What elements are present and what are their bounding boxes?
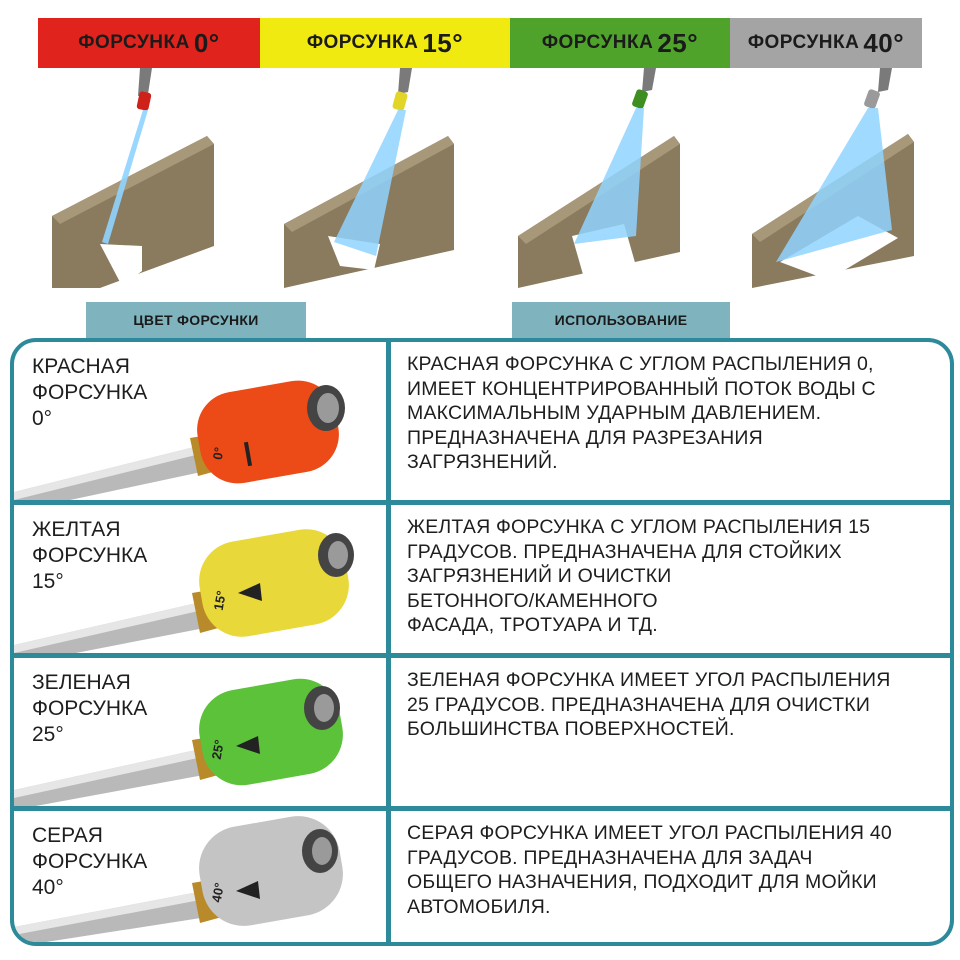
nozzle-table (10, 338, 954, 946)
nozzle-tip-label: 40° (208, 881, 227, 904)
banner-label: ФОРСУНКА (541, 32, 654, 53)
nozzle-tip-label: 0° (209, 446, 227, 461)
description-line: ПРЕДНАЗНАЧЕНА ДЛЯ РАЗРЕЗАНИЯ (407, 426, 763, 449)
banner-yellow (260, 18, 510, 68)
nozzle-name-line: СЕРАЯ (32, 824, 103, 847)
banner-angle: 40° (863, 27, 905, 58)
description-line: СЕРАЯ ФОРСУНКА ИМЕЕТ УГОЛ РАСПЫЛЕНИЯ 40 (407, 822, 892, 844)
nozzle-name (32, 354, 147, 432)
nozzle-name-line: 25° (32, 723, 64, 746)
banner-angle: 0° (193, 27, 220, 58)
banner-angle: 15° (422, 27, 464, 58)
description-line: ЖЕЛТАЯ ФОРСУНКА С УГЛОМ РАСПЫЛЕНИЯ 15 (407, 516, 871, 538)
nozzle-color-cell (14, 505, 386, 653)
banner-green (510, 18, 730, 68)
description-line: БЕТОННОГО/КАМЕННОГО (407, 589, 658, 612)
spray-illustration-0 (42, 66, 242, 288)
banner-label: ФОРСУНКА (78, 32, 190, 53)
nozzle-color-cell (14, 811, 386, 942)
description-line: ГРАДУСОВ. ПРЕДНАЗНАЧЕНА ДЛЯ ЗАДАЧ (407, 846, 813, 869)
nozzle-name-line: ФОРСУНКА (32, 697, 148, 720)
description-line: 25 ГРАДУСОВ. ПРЕДНАЗНАЧЕНА ДЛЯ ОЧИСТКИ (407, 693, 871, 716)
description-line: ГРАДУСОВ. ПРЕДНАЗНАЧЕНА ДЛЯ СТОЙКИХ (407, 540, 842, 563)
description-line: ОБЩЕГО НАЗНАЧЕНИЯ, ПОДХОДИТ ДЛЯ МОЙКИ (407, 871, 877, 893)
table-row (14, 342, 950, 500)
description-line: АВТОМОБИЛЯ. (407, 895, 551, 918)
banner-angle: 25° (657, 27, 699, 58)
nozzle-color-cell (14, 342, 386, 500)
nozzle-color-cell (14, 658, 386, 806)
description-line: ИМЕЕТ КОНЦЕНТРИРОВАННЫЙ ПОТОК ВОДЫ С (407, 377, 876, 400)
description-line: ФАСАДА, ТРОТУАРА И ТД. (407, 614, 658, 636)
nozzle-tip-label: 15° (210, 589, 229, 612)
spray-illustration-25 (514, 66, 714, 288)
nozzle-name-line: ЗЕЛЕНАЯ (32, 671, 131, 694)
table-row (14, 811, 950, 942)
description-line: ЗАГРЯЗНЕНИЙ И ОЧИСТКИ (407, 565, 672, 587)
nozzle-usage-cell (391, 658, 950, 806)
usage-description (407, 352, 930, 475)
banner-red (38, 18, 260, 68)
description-line: МАКСИМАЛЬНЫМ УДАРНЫМ ДАВЛЕНИЕМ. (407, 402, 822, 424)
usage-description (407, 821, 930, 919)
usage-description (407, 668, 930, 742)
color-column-header: ЦВЕТ ФОРСУНКИ (86, 302, 306, 338)
nozzle-name-line: ФОРСУНКА (32, 544, 148, 567)
banner-gray (730, 18, 922, 68)
description-line: БОЛЬШИНСТВА ПОВЕРХНОСТЕЙ. (407, 718, 735, 740)
nozzle-usage-cell (391, 811, 950, 942)
description-line: ЗЕЛЕНАЯ ФОРСУНКА ИМЕЕТ УГОЛ РАСПЫЛЕНИЯ (407, 669, 891, 691)
nozzle-tip-label: 25° (208, 738, 227, 761)
nozzle-name-line: ФОРСУНКА (32, 850, 148, 873)
nozzle-name (32, 823, 147, 901)
nozzle-name-line: 15° (32, 570, 64, 593)
angle-banner (38, 18, 922, 68)
banner-label: ФОРСУНКА (306, 32, 419, 53)
table-row (14, 658, 950, 806)
usage-column-header: ИСПОЛЬЗОВАНИЕ (512, 302, 730, 338)
table-row (14, 505, 950, 653)
nozzle-name (32, 670, 147, 748)
nozzle-usage-cell (391, 342, 950, 500)
nozzle-name-line: 0° (32, 407, 53, 430)
nozzle-name-line: КРАСНАЯ (32, 355, 130, 378)
spray-illustration-15 (280, 66, 480, 288)
spray-illustration-40 (748, 66, 948, 288)
nozzle-name (32, 517, 147, 595)
nozzle-usage-cell (391, 505, 950, 653)
nozzle-name-line: ЖЕЛТАЯ (32, 518, 121, 541)
description-line: КРАСНАЯ ФОРСУНКА С УГЛОМ РАСПЫЛЕНИЯ 0, (407, 353, 874, 375)
banner-label: ФОРСУНКА (747, 32, 860, 53)
description-line: ЗАГРЯЗНЕНИЙ. (407, 451, 558, 473)
nozzle-name-line: ФОРСУНКА (32, 381, 148, 404)
usage-description (407, 515, 930, 638)
nozzle-name-line: 40° (32, 876, 64, 899)
